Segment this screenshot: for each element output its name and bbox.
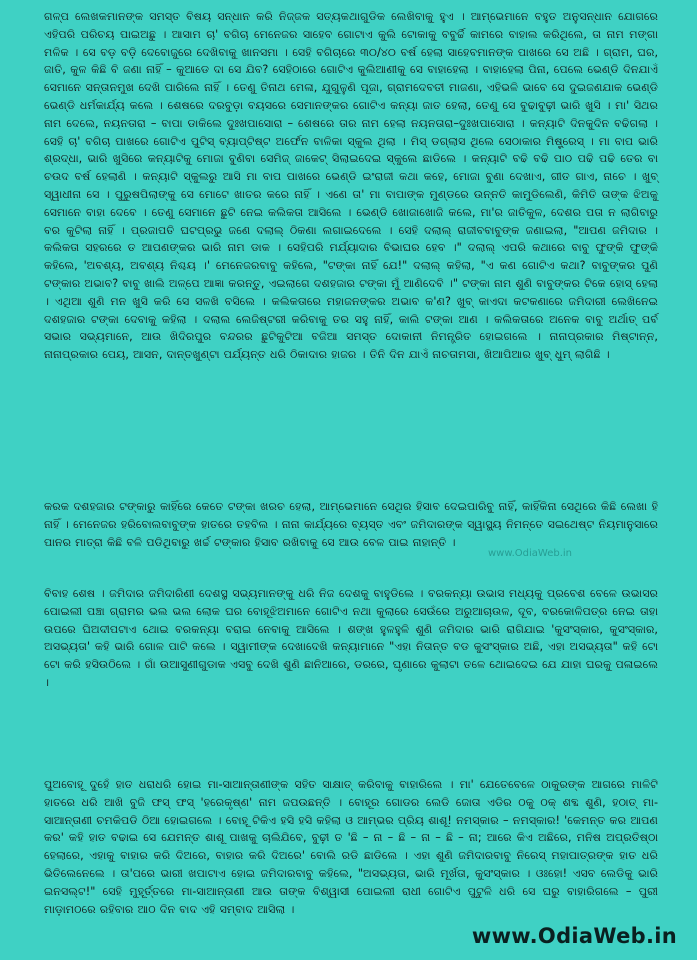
paragraph-1: ଗଳ୍ପ ଲେଖକମାନଙ୍କ ସମସ୍ତ ବିଷୟ ସନ୍ଧାନ କରି ନିଜ୍ଜକ ସତ୍ୟକଥାଗୁଡିକ ଲେଖିବାକୁ ହୁଏ । ଆମ୍ଭେମାନେ ବହୁତ ଅନୁସନ୍ଧାନ ଯୋଗରେ ଏହିପରି ପରିଚୟ ପାଇଅଛୁ । ଆସାମ ଚା' ବଗିଚା ମେନେଜର ସାହେବ ଗୋଟାଏ କୁଲି ଟୋକାକୁ ବବୁର୍ଚ୍ଚି କାମରେ ବାହାଲ କରିଥିଲେ, ତା ନାମ ମଙ୍ଗା ମଳିକ । ସେ ବଡ଼ ବଡ଼ି ଦେବୋଜୁରେ ଦେଖିବାକୁ ଖାନସମା । ସେହି ବଗିଚାରେ ୩୦/୪୦ ବର୍ଷ ହେଲା ସାହେବମାନଙ୍କ ପାଖରେ ସେ ଅଛି । ଗ୍ରାମ, ଘର, ଜାତି, କୁଳ କିଛି ବି ଜଣା ନାହିଁ – କୁଆଡେ ଦା ସେ ଯିବ? ସେହିଠାରେ ଗୋଟିଏ କୁଲିଆଣୀକୁ ସେ ବାହାହେଲା । ବାହାହେଲା ପିନା, ପେଲେ ଭେଣ୍ଡି ଦିନଯାଏଁ ସେମାନେ ସନ୍ତାନମୁଖ ଦେଖି ପାରିଲେ ନାହିଁ । ତେଣୁ ତିନାଥ ମେଳା, ଯୁଗୁଳୁଣି ପୂଜା, ଗ୍ରାମଦେବତୀ ମାଜଣା, ଏହିଭଳି ଭାବେ ସେ ଦୁଇଜଣଯାକ ଭେଣ୍ଡି ଭେଣ୍ଡି ଧର୍ମକାର୍ଯ୍ୟ କଲେ । ଶେଷରେ ଦରବୁଡ଼ା ବୟସରେ ସେମାନଙ୍କର ଗୋଟିଏ କନ୍ୟା ଜାତ ହେଲା, ତେଣୁ ସେ ବୁଢାବୁଢ଼ୀ ଭାରି ଖୁସି । ମା' ସିଥର ନାମ ଦେଲେ, ନୟନତାରା – ବାପା ଡାକିଲେ ଦୁଃଖପାସୋରା – ଶେଷରେ ତାର ନାମ ହେଲା ନୟନତାରା–ଦୁଃଖପାସୋରା । କନ୍ୟାଟି ଦିନକୁଦିନ ବଢିଗଲା । ସେହି ଚା' ବଗିଚା ପାଖରେ ଗୋଟିଏ ପୁଟିସ୍ ବ୍ୟାପ୍ଟିଷ୍ଟ ଅର୍ଫେନ ବାଳିକା ସ୍କୁଲ ଥିଲା । ମିସ୍ ଡଗ୍ଲାସ ଥିଲେ ସେଠାକାର ମିଷ୍ଟ୍ରେସ୍ । ମା ବାପ ଭାରି ଶ୍ରଦ୍ଧା, ଭାରି ଖୁସିରେ କନ୍ୟାଟିକୁ ମୋଜା ବୁଣିବା ସେମିଜ୍ ଜାକେଟ୍ ସିଲାଇଦେଇ ସ୍କୁଲେ ଛାଡିଲେ । କନ୍ୟାଟି ବଢି ବଢି ପାଠ ପଢି ପଢି ତେର ବା ଚଉଦ ବର୍ଷ ହେଲାଣି । କନ୍ୟାଟି ସ୍କୁଲରୁ ଆସି ମା ବାପ ପାଖରେ ଭେଣ୍ଡି ଇଂରାଜୀ କଥା କହେ, ମୋଜା ବୁଣା ଦେଖାଏ, ଗୀତ ଗାଏ, ନାଚେ । ଖୁବ୍ ସ୍ୱାଧୀନା ସେ । ପୁରୁଷପିଲାଙ୍କୁ ସେ ମୋଟେ ଖାତର କରେ ନାହିଁ । ଏଣେ ତା' ମା ବାପାଙ୍କ ମୁଣ୍ଡରେ ଉନ୍ନତି କାମୁଡିଲେଣି, କିମିତି ତାଙ୍କ ଝିଅକୁ ସେମାନେ ବାହା ଦେବେ । ତେଣୁ ସେମାନେ ଛୁଟି ନେଇ କଲିକତା ଆସିଲେ । ଭେଣ୍ଡି ଖୋଜାଖୋଜି କଲେ, ମା'ର ଜାତିକୁଳ, ଦେଶର ପତା ନ ଲାଗିବାରୁ ବର କୁଟିଲା ନାହିଁ । ପ୍ରଜାପତି ଘଟପ୍ରଭୁ ଜଣେ ଦଲାଲ୍ ଠିକଣା ଲଗାଇଦେଲେ । ସେହି ଦଲାଲ୍ ରାଜୀବବାବୁଙ୍କ ଜଣାଇଲା, "ଆପଣ ଜମିଦାର । କଲିକତା ସହରରେ ତ ଆପଣଙ୍କର ଭାରି ନାମ ଡାକ । ସେହିପରି ମର୍ଯ୍ୟାଦାର ବିଭାଘର ହେବ ।" ଦଲାଲ୍ ଏପରି କଥାରେ ବାବୁ ଫୁଙ୍କି ଫୁଙ୍କି କହିଲେ, 'ଅବଶ୍ୟ, ଅବଶ୍ୟ ନିଶ୍ଚୟ ।' ମେନେଜରବାବୁ କହିଲେ, "ଟଙ୍କା ନାହିଁ ଯେ!" ଦଲାଲ୍ କହିଲା, "ଏ କଣ ଗୋଟିଏ କଥା? ବାବୁଙ୍କର ପୁଣି ଟଙ୍କାର ଅଭାବ? ବାବୁ ଖାଲି ଅଳ୍ପେ ଆଜ୍ଞା କରନ୍ତୁ, ଏଇଲାଗେ ଦଶହଜାର ଟଙ୍କା ମୁଁ ଆଣିଦେବି ।" ଟଙ୍କା ନାମ ଶୁଣି ବାବୁଙ୍କର ଟିକେ ହୋସ୍ ହେଲା । ଏଥିଆ ଶୁଣି ମନ ଖୁସି କରି ସେ ସଳଖି ବସିଲେ । କଲିକତାରେ ମହାଜନଙ୍କର ଅଭାବ କ'ଣ? ଖୁବ୍ କାଏଦା କଟକଣାରେ ଜମିଦାରୀ ଲେଖିନେଇ ଦଶହଜାର ଟଙ୍କା ଦେବାକୁ କହିଲା । ଦଲାଲ ଲେଜିଷ୍ଟରୀ କରିବାକୁ ତର ସହୁ ନାହିଁ, କାଲି ଟଙ୍କା ଆଣ । କଲିକତାରେ ଅନେକ ବାବୁ ଅର୍ଥାତ୍ ପର୍ବ ସଭାର ସଭ୍ୟମାନେ, ଆଉ ଖିଦିରପୁର ବନ୍ଦରର ଛୁଟିକୁଟିଆ ବଜିଆ ସମସ୍ତ ଦୋକାନୀ ନିମନ୍ତ୍ରିତ ହୋଇଗଲେ । ନାନାପ୍ରକାର ମିଷ୍ଟାନ୍ନ, ନାନାପ୍ରକାର ପେୟ, ଆସନ, ଦାନ୍ତଖୁଣ୍ଟା ପର୍ଯ୍ୟନ୍ତ ଧରି ଠିକାଦାର ହାଜର । ତିନି ଦିନ ଯାଏଁ ନାଚତାମସା, ଖିଆପିଆର ଖୁବ୍ ଧୁମ୍ ଲାଗିଛି ।: [44, 10, 658, 362]
watermark-text: www.OdiaWeb.in: [488, 548, 573, 559]
paragraph-4: ପୁଅବୋହୂ ଦୁହେଁ ହାତ ଧରାଧରି ହୋଇ ମା-ସାଆନ୍ତାଣୀଙ୍କ ସହିତ ସାକ୍ଷାତ୍ କରିବାକୁ ବାହାରିଲେ । ମା' ଯେତେବେଳେ ଠାକୁରଙ୍କ ଆଗରେ ମାଳିଟି ହାତରେ ଧରି ଆଖି ବୁଜି ଫସ୍ ଫସ୍ 'ହରେକୃଷ୍ଣ' ନାମ ଜପଉଛନ୍ତି । ବୋହୂର ଗୋଡର ଲେଡି ଜୋତା ଏଡିର ଠକୁ ଠକ୍ ଶବ୍ଦ ଶୁଣି, ହଠାତ୍ ମା-ସାଆନ୍ତାଣୀ ଚମକିପଡି ଠିଆ ହୋଇଗଲେ । ବୋହୂ ଟିକିଏ ହସି ହସି କହିଲା ଓ ଆମ୍ଭର ପ୍ରିୟ ଶାଶୂ! ନମସ୍କାର – ନମସ୍କାର! 'କେମନ୍ତ କର ଆପଣ କର' କହି ହାତ ବଢାଇ ସେ ଯେମନ୍ତ ଶାଶୂ ପାଖକୁ ଚାଲିଯିବେ, ବୁଢ଼ୀ ତ 'ଛି – ନା – ଛି – ନା – ଛି – ନା; ଆରେ କିଏ ଅଛିରେ, ମନିଷ ଅପ୍ରତିଷ୍ଠା ହେଲାରେ, ଏହାକୁ ବାହାର କରି ଦିଅରେ, ବାହାର କରି ଦିଅରେ' ବୋଲି ରଡି ଛାଡିଲେ । ଏହା ଶୁଣି ଜମିଦାରବାବୁ ନିରେସ୍ ମହାପାତ୍ରଙ୍କ ହାତ ଧରି ଭିତିଲେନେଲେ । ତା'ପରେ ଭାରୀ ଖପାଟାଏ ହୋଇ ଜମିଦାରବାବୁ କହିଲେ, "ଅସଭ୍ୟତା, ଭାରି ମୂର୍ଖତା, କୁସଂସ୍କାର । ଓଃହୋ! ଏସବ ଲେଡିକୁ ଭାରି ଇନସଲ୍ଟ!" ସେହି ମୁହୂର୍ତ୍ତରେ ମା-ସାଆନ୍ତାଣୀ ଆଉ ତାଙ୍କ ବିଶ୍ୱାସୀ ପୋଇଲୀ ରାଧୀ ଗୋଟିଏ ପୁଟୁଳି ଧରି ସେ ଘରୁ ବାହାରିଗଲେ – ପୁରୀ ମାଡ଼ାମଠରେ ରହିବାର ଆଠ ଦିନ ବାଦ ଏହି ସମ୍ବାଦ ଆସିଲା ।: [44, 778, 658, 916]
paragraph-2: କରକ ଦଶହଜାର ଟଙ୍କାରୁ କାହିଁରେ କେତେ ଟଙ୍କା ଖରଚ ହେଲା, ଆମ୍ଭେମାନେ ସେଥିର ହିସାବ ଦେଇପାରିବୁ ନାହିଁ, କାହିଁକିନା ସେଥିରେ କିଛି ଲେଖା ହି ନାହିଁ । ମେନେଜର ହରିବୋଲବାବୁଙ୍କ ହାତରେ ତହବିଲ । ନାନା କାର୍ଯ୍ୟରେ ବ୍ୟସ୍ତ ଏବଂ ଜମିଦାରଙ୍କ ସ୍ୱାସ୍ଥ୍ୟ ନିମନ୍ତେ ସଇଥେଷ୍ଟ ନିୟମାନୁସାରେ ପାନର ମାତ୍ରା କିଛି ବଳି ପଡିଥିବାରୁ ଖର୍ଚ୍ଚ ଟଙ୍କାର ହିସାବ ରଖିବାକୁ ସେ ଆଉ ବେଳ ପାଇ ନାହାନ୍ତି ।: [44, 500, 658, 549]
paragraph-3: ବିବାହ ଶେଷ । ଜମିଦାର ଜମିଦାରିଣୀ ଦେଶସ୍ଥ ସଭ୍ୟମାନଙ୍କୁ ଧରି ନିଜ ଦେଶକୁ ବାହୁଡିଲେ । ବରକନ୍ୟା ଉଭାସ ମଧ୍ୟକୁ ପ୍ରବେଶ ବେଳେ ଉଭାସର ପୋଇଲୀ ପଞ୍ଚା ଗ୍ରାମର ଭଲ ଭଲ ଲୋକ ଘର ବୋହୂଝିଅମାନେ ଗୋଟିଏ ନଥା କୁଲାରେ ସେଉଁରେ ଅରୁଆଚାଉଳ, ଦୂବ, ବରକୋଳିପତ୍ର ନେଇ ତାହା ଉପରେ ଘିଅଦୀପଟାଏ ଥୋଇ ବରକନ୍ୟା ବରାଇ ନେବାକୁ ଆସିଲେ । ଶଙ୍ଖ ହୁଳହୁଳି ଶୁଣି ଜମିଦାର ଭାରି ରାଗିଯାଇ 'କୁସଂସ୍କାର, କୁସଂସ୍କାର, ଅସଭ୍ୟତା' କହି ଭାରି ଗୋଳ ପାଟି କଲେ । ସ୍ୱାମୀଙ୍କ ଦେଖାଦେଖି କନ୍ୟାମାନେ "ଏହା ନିତାନ୍ତ ବଡ କୁସଂସ୍କାର ଅଛି, ଏହା ଅସଭ୍ୟତା" କହି ଟୋ ଟୋ କରି ହସିଉଠିଲେ । ଗାଁ ଉଆସୁଣୀଗୁଡାକ ଏସବୁ ଦେଖି ଶୁଣି ଛାନିଆରେ, ଡରରେ, ଘୃଣାରେ କୁଲାଟା ତଳେ ଥୋଇଦେଇ ଯେ ଯାହା ଘରକୁ ପଳାଇଲେ ।: [44, 587, 658, 689]
site-watermark: www.OdiaWeb.in: [471, 924, 677, 948]
